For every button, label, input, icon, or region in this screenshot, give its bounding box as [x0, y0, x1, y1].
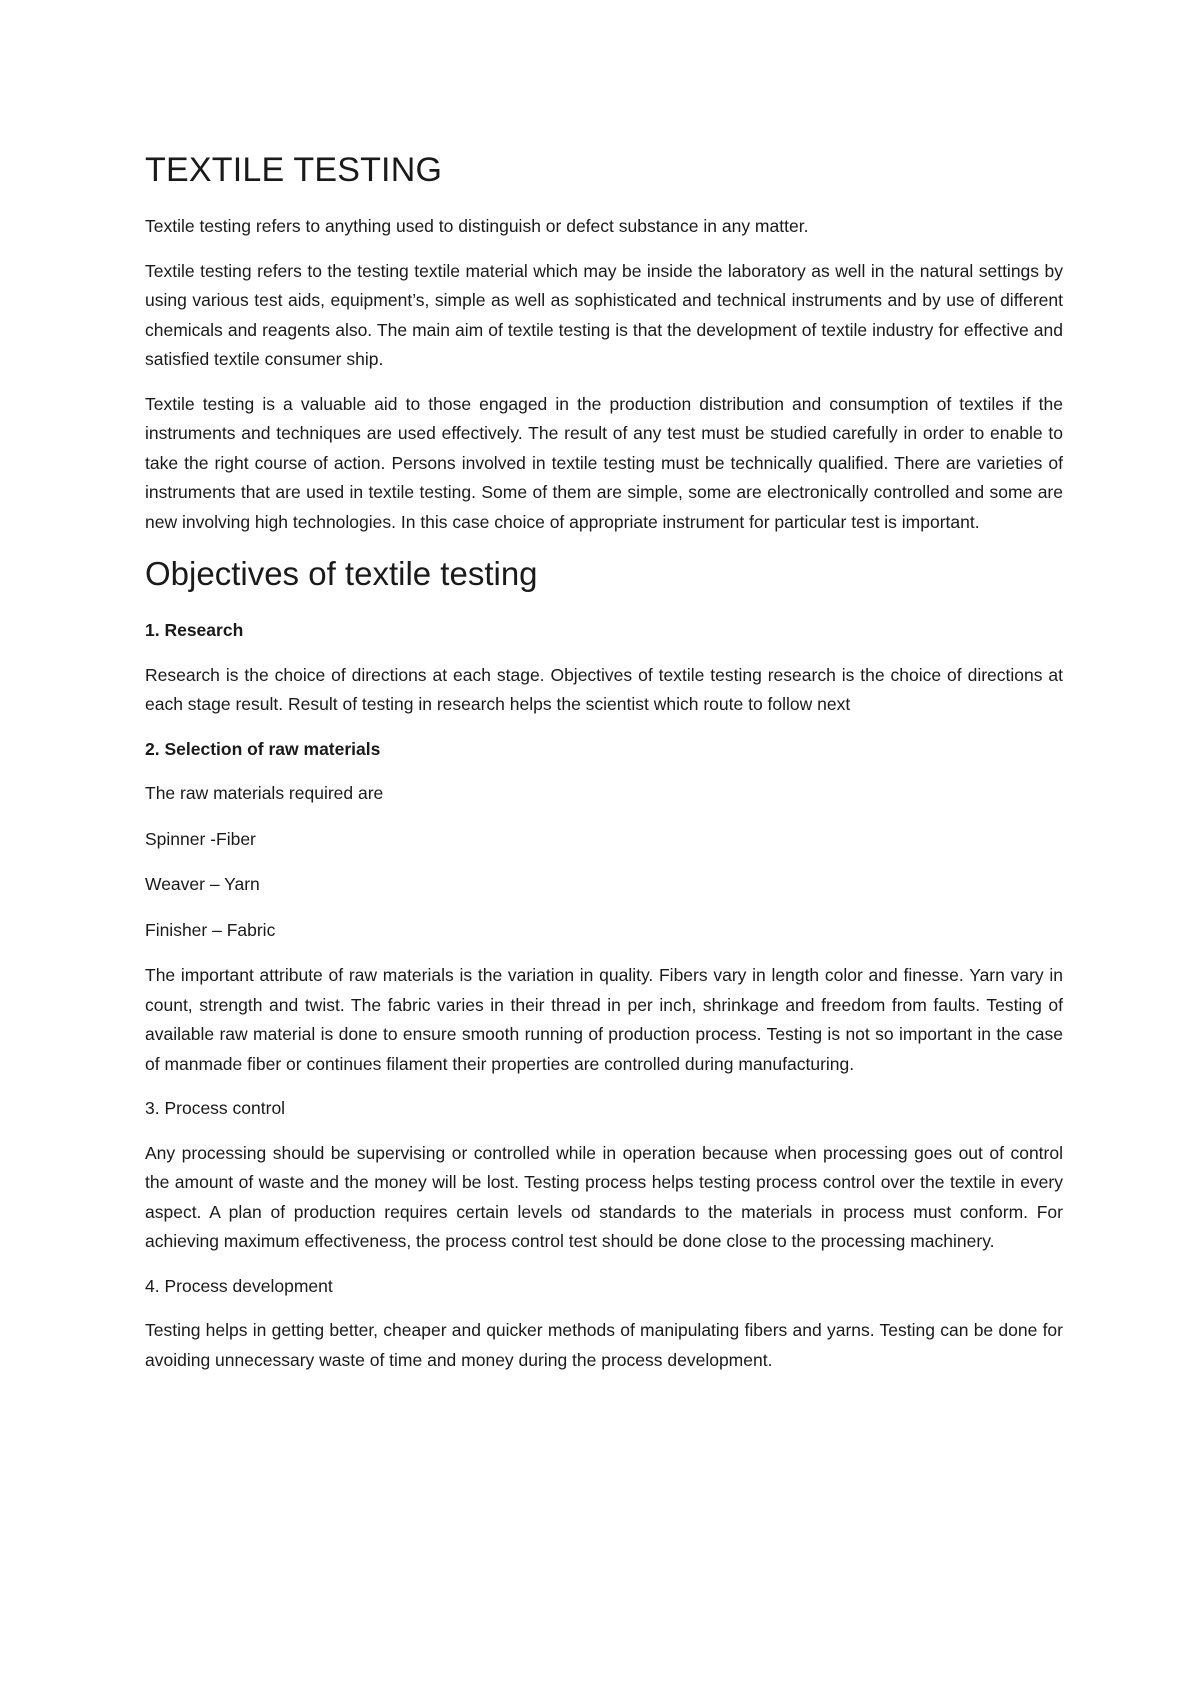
- process-development-heading: 4. Process development: [145, 1275, 333, 1296]
- intro-paragraph-1: Textile testing refers to anything used to distinguish or defect substance in any matter.: [145, 216, 809, 236]
- process-control-heading: 3. Process control: [145, 1098, 286, 1118]
- document-title: TEXTILE TESTING: [145, 151, 443, 189]
- intro-paragraph-2: Textile testing refers to the testing textile material which may be inside the laboratory as well in the natural settings by using various test aids, equipment’s, simple as well as sophisticated and technical instruments and by use of different chemicals and reagents also. The main aim of textile testing is that the development of textile industry for effective and satisfied textile consumer ship.: [145, 260, 1063, 369]
- document-page: [145, 148, 1063, 1390]
- research-paragraph: Research is the choice of directions at each stage. Objectives of textile testing research is the choice of directions at each stage result. Result of testing in research helps the scientist which route to follow next: [145, 664, 1063, 714]
- raw-material-item: Weaver – Yarn: [145, 874, 260, 894]
- raw-materials-paragraph: The important attribute of raw materials is the variation in quality. Fibers vary in length color and finesse. Yarn vary in count, strength and twist. The fabric varies in their thread in per inch, shrinkage and freedom from faults. Testing of available raw material is done to ensure smooth running of production process. Testing is not so important in the case of manmade fiber or continues filament their properties are controlled during manufacturing.: [145, 965, 1063, 1074]
- raw-material-item: Finisher – Fabric: [145, 919, 276, 940]
- intro-paragraph-3: Textile testing is a valuable aid to those engaged in the production distribution and consumption of textiles if the instruments and techniques are used effectively. The result of any test must be studied carefully in order to enable to take the right course of action. Persons involved in textile testing must be technically qualified. There are varieties of instruments that are used in textile testing. Some of them are simple, some are electronically controlled and some are new involving high technologies. In this case choice of appropriate instrument for particular test is important.: [145, 393, 1063, 532]
- raw-material-item: Spinner -Fiber: [145, 828, 256, 849]
- research-heading: 1. Research: [145, 620, 244, 640]
- process-development-paragraph: Testing helps in getting better, cheaper and quicker methods of manipulating fibers and yarns. Testing can be done for avoiding unnecessary waste of time and money during the process development.: [145, 1320, 1063, 1370]
- objectives-heading: Objectives of textile testing: [145, 555, 538, 592]
- raw-materials-heading: 2. Selection of raw materials: [145, 738, 381, 759]
- raw-materials-lead: The raw materials required are: [145, 783, 384, 803]
- process-control-paragraph: Any processing should be supervising or controlled while in operation because when processing goes out of control the amount of waste and the money will be lost. Testing process helps testing process control over the textile in every aspect. A plan of production requires certain levels od standards to the materials in process must conform. For achieving maximum effectiveness, the process control test should be done close to the processing machinery.: [145, 1142, 1063, 1251]
